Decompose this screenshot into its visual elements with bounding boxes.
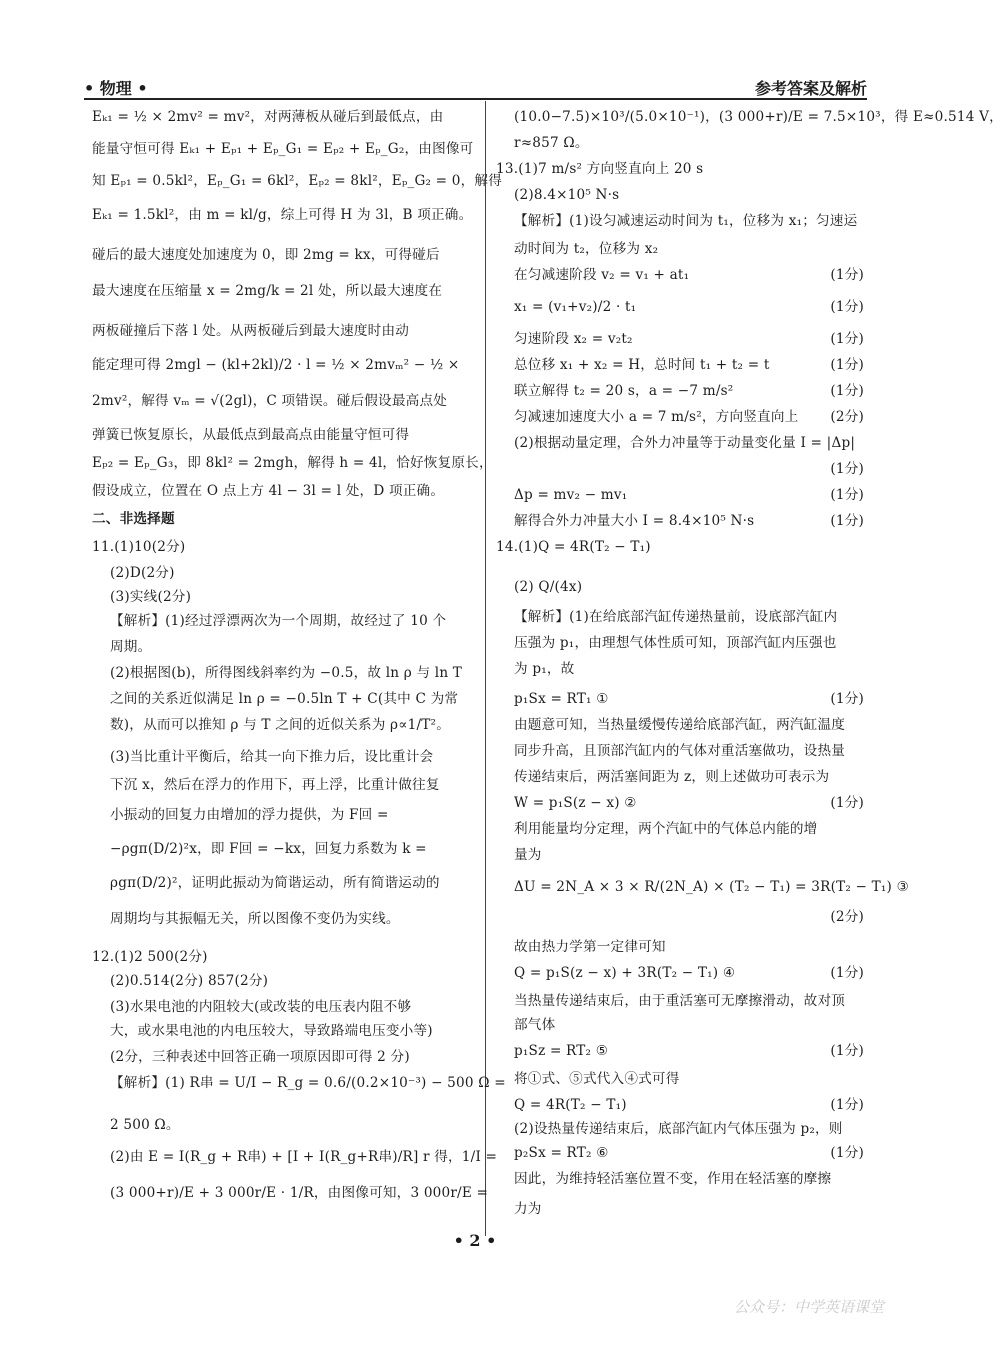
line-text: (2)根据图(b)，所得图线斜率约为 −0.5，故 ln ρ 与 ln T: [110, 665, 463, 681]
left-text-line: [92, 480, 470, 502]
line-text: Eₚ₂ = Eₚ_G₃，即 8kl² = 2mgh，解得 h = 4l，恰好恢复原长，: [92, 455, 493, 471]
left-text-line: [92, 636, 470, 658]
left-text-line: [92, 774, 470, 796]
page-number: • 2 •: [453, 1231, 497, 1250]
left-text-line: [92, 508, 470, 530]
left-text-line: [92, 908, 470, 930]
score-label: (1分): [830, 691, 864, 707]
line-text: p₂Sx = RT₂ ⑥: [514, 1145, 609, 1161]
line-text: W = p₁S(z − x) ②: [514, 795, 637, 811]
line-text: (2)8.4×10⁵ N·s: [514, 187, 620, 203]
score-label: (1分): [830, 461, 864, 477]
line-text: (3)实线(2分): [110, 589, 192, 605]
left-text-line: [92, 662, 470, 684]
line-text: (2)由 E = I(R_g + R串) + [I + I(R_g+R串)/R] r 得，1/I =: [110, 1149, 498, 1165]
score-label: (2分): [830, 909, 864, 925]
score-label: (2分): [830, 409, 864, 425]
score-label: (1分): [830, 331, 864, 347]
right-text-line: [496, 876, 909, 898]
right-text-line: [496, 658, 868, 680]
score-label: (1分): [830, 795, 864, 811]
line-text: 二、非选择题: [92, 511, 175, 527]
line-text: (10.0−7.5)×10³/(5.0×10⁻¹)，(3 000+r)/E = 7.5×10³，得 E≈0.514 V，: [514, 109, 1003, 125]
right-text-line: [496, 906, 868, 928]
line-text: Q = 4R(T₂ − T₁): [514, 1097, 627, 1113]
right-text-line: [496, 714, 868, 736]
column-divider: [485, 101, 486, 1236]
line-text: 为 p₁，故: [514, 661, 575, 677]
right-text-line: [496, 296, 868, 318]
left-text-line: [92, 746, 470, 768]
line-text: 利用能量均分定理，两个汽缸中的气体总内能的增: [514, 821, 818, 837]
answer-key-title: 参考答案及解析: [754, 79, 867, 98]
left-text-line: [92, 610, 470, 632]
left-text-line: [92, 106, 470, 128]
line-text: 力为: [514, 1201, 542, 1217]
left-text-line: [92, 1114, 470, 1136]
line-text: 11.(1)10(2分): [92, 539, 186, 555]
left-text-line: [92, 1182, 489, 1204]
left-text-line: [92, 970, 470, 992]
right-text-line: [496, 210, 868, 232]
left-text-line: [92, 244, 470, 266]
line-text: ΔU = 2N_A × 3 × R/(2N_A) × (T₂ − T₁) = 3R(T₂ − T₁) ③: [514, 879, 909, 895]
line-text: (2)根据动量定理，合外力冲量等于动量变化量 I = |Δp|: [514, 435, 856, 451]
line-text: 小振动的回复力由增加的浮力提供，为 F回 =: [110, 807, 389, 823]
line-text: Q = p₁S(z − x) + 3R(T₂ − T₁) ④: [514, 965, 736, 981]
right-text-line: [496, 264, 868, 286]
score-label: (1分): [830, 1043, 864, 1059]
page-header: [84, 74, 867, 98]
right-text-line: [496, 536, 868, 558]
line-text: 弹簧已恢复原长，从最低点到最高点由能量守恒可得: [92, 427, 410, 443]
left-text-line: [92, 452, 493, 474]
right-text-line: [496, 1142, 868, 1164]
right-text-line: [496, 432, 868, 454]
right-text-line: [496, 766, 868, 788]
left-text-line: [92, 586, 470, 608]
line-text: 部气体: [514, 1017, 556, 1033]
line-text: (2)0.514(2分) 857(2分): [110, 973, 269, 989]
left-text-line: [92, 688, 470, 710]
line-text: 【解析】(1)在给底部汽缸传递热量前，设底部汽缸内: [514, 609, 838, 625]
right-text-line: [496, 328, 868, 350]
score-label: (1分): [830, 383, 864, 399]
line-text: Eₖ₁ = ½ × 2mv² = mv²，对两薄板从碰后到最低点，由: [92, 109, 444, 125]
score-label: (1分): [830, 1145, 864, 1161]
line-text: 解得合外力冲量大小 I = 8.4×10⁵ N·s: [514, 513, 755, 529]
score-label: (1分): [830, 267, 864, 283]
left-text-line: [92, 280, 470, 302]
line-text: 知 Eₚ₁ = 0.5kl²，Eₚ_G₁ = 6kl²，Eₚ₂ = 8kl²，Eₚ_G₂ = 0，解得: [92, 173, 503, 189]
right-text-line: [496, 158, 868, 180]
line-text: 数)，从而可以推知 ρ 与 T 之间的近似关系为 ρ∝1/T²。: [110, 717, 450, 733]
subject-label: • 物理 •: [84, 79, 148, 98]
line-text: 联立解得 t₂ = 20 s，a = −7 m/s²: [514, 383, 734, 399]
right-text-line: [496, 818, 868, 840]
line-text: 最大速度在压缩量 x = 2mg/k = 2l 处，所以最大速度在: [92, 283, 443, 299]
right-text-line: [496, 576, 868, 598]
line-text: r≈857 Ω。: [514, 135, 589, 151]
left-text-line: [92, 1020, 470, 1042]
right-text-line: [496, 962, 868, 984]
right-text-line: [496, 106, 1003, 128]
line-text: (2) Q/(4x): [514, 579, 583, 595]
line-text: 故由热力学第一定律可知: [514, 939, 666, 955]
line-text: p₁Sx = RT₁ ①: [514, 691, 609, 707]
line-text: 能定理可得 2mgl − (kl+2kl)/2 · l = ½ × 2mvₘ² − ½ ×: [92, 357, 460, 373]
left-text-line: [92, 1046, 470, 1068]
right-text-line: [496, 1094, 868, 1116]
line-text: 2 500 Ω。: [110, 1117, 180, 1133]
left-text-line: [92, 872, 470, 894]
line-text: p₁Sz = RT₂ ⑤: [514, 1043, 609, 1059]
line-text: (3)当比重计平衡后，给其一向下推力后，设比重计会: [110, 749, 434, 765]
left-text-line: [92, 424, 470, 446]
line-text: 匀速阶段 x₂ = v₂t₂: [514, 331, 633, 347]
left-text-line: [92, 996, 470, 1018]
line-text: 当热量传递结束后，由于重活塞可无摩擦滑动，故对顶: [514, 993, 846, 1009]
right-text-line: [496, 632, 868, 654]
right-text-line: [496, 238, 868, 260]
line-text: x₁ = (v₁+v₂)/2 · t₁: [514, 299, 637, 315]
right-text-line: [496, 606, 868, 628]
line-text: 因此，为维持轻活塞位置不变，作用在轻活塞的摩擦: [514, 1171, 832, 1187]
right-text-line: [496, 406, 868, 428]
line-text: 周期。: [110, 639, 152, 655]
header-rule: [84, 98, 867, 100]
left-text-line: [92, 170, 503, 192]
line-text: 匀减速加速度大小 a = 7 m/s²，方向竖直向上: [514, 409, 799, 425]
line-text: 动时间为 t₂，位移为 x₂: [514, 241, 659, 257]
left-text-line: [92, 1072, 506, 1094]
right-text-line: [496, 740, 868, 762]
score-label: (1分): [830, 299, 864, 315]
line-text: 两板碰撞后下落 l 处。从两板碰后到最大速度时由动: [92, 323, 410, 339]
right-text-line: [496, 1118, 868, 1140]
line-text: 周期均与其振幅无关，所以图像不变仍为实线。: [110, 911, 400, 927]
line-text: 【解析】(1) R串 = U/I − R_g = 0.6/(0.2×10⁻³) − 500 Ω =: [110, 1075, 506, 1091]
line-text: (3)水果电池的内阻较大(或改装的电压表内阻不够: [110, 999, 412, 1015]
right-text-line: [496, 380, 868, 402]
line-text: 总位移 x₁ + x₂ = H，总时间 t₁ + t₂ = t: [514, 357, 770, 373]
left-text-line: [92, 536, 470, 558]
left-text-line: [92, 390, 470, 412]
score-label: (1分): [830, 965, 864, 981]
right-text-line: [496, 844, 868, 866]
line-text: (2)设热量传递结束后，底部汽缸内气体压强为 p₂，则: [514, 1121, 843, 1137]
line-text: (2分，三种表述中回答正确一项原因即可得 2 分): [110, 1049, 410, 1065]
score-label: (1分): [830, 1097, 864, 1113]
line-text: 13.(1)7 m/s² 方向竖直向上 20 s: [496, 161, 704, 177]
left-text-line: [92, 714, 470, 736]
right-text-line: [496, 1168, 868, 1190]
right-text-line: [496, 936, 868, 958]
left-text-line: [92, 562, 470, 584]
left-text-line: [92, 1146, 498, 1168]
watermark: 公众号：中学英语课堂: [733, 1298, 884, 1316]
right-text-line: [496, 1040, 868, 1062]
left-text-line: [92, 138, 474, 160]
right-text-line: [496, 484, 868, 506]
line-text: ρgπ(D/2)²，证明此振动为简谐运动，所有简谐运动的: [110, 875, 440, 891]
line-text: 12.(1)2 500(2分): [92, 949, 208, 965]
line-text: (2)D(2分): [110, 565, 175, 581]
line-text: Δp = mv₂ − mv₁: [514, 487, 628, 503]
right-text-line: [496, 510, 868, 532]
line-text: 量为: [514, 847, 542, 863]
right-text-line: [496, 184, 868, 206]
line-text: 14.(1)Q = 4R(T₂ − T₁): [496, 539, 651, 555]
line-text: 【解析】(1)设匀减速运动时间为 t₁，位移为 x₁；匀速运: [514, 213, 858, 229]
left-text-line: [92, 946, 470, 968]
line-text: Eₖ₁ = 1.5kl²，由 m = kl/g，综上可得 H 为 3l，B 项正确。: [92, 207, 473, 223]
right-text-line: [496, 1014, 868, 1036]
line-text: 假设成立，位置在 O 点上方 4l − 3l = l 处，D 项正确。: [92, 483, 445, 499]
right-text-line: [496, 990, 868, 1012]
line-text: 压强为 p₁，由理想气体性质可知，顶部汽缸内压强也: [514, 635, 837, 651]
score-label: (1分): [830, 487, 864, 503]
left-text-line: [92, 838, 470, 860]
line-text: 2mv²，解得 vₘ = √(2gl)，C 项错误。碰后假设最高点处: [92, 393, 448, 409]
line-text: 碰后的最大速度处加速度为 0，即 2mg = kx，可得碰后: [92, 247, 440, 263]
line-text: 之间的关系近似满足 ln ρ = −0.5ln T + C(其中 C 为常: [110, 691, 459, 707]
line-text: 大，或水果电池的内电压较大，导致路端电压变小等): [110, 1023, 433, 1039]
line-text: 将①式、⑤式代入④式可得: [514, 1071, 680, 1087]
score-label: (1分): [830, 357, 864, 373]
line-text: 同步升高，且顶部汽缸内的气体对重活塞做功，设热量: [514, 743, 846, 759]
line-text: −ρgπ(D/2)²x，即 F回 = −kx，回复力系数为 k =: [110, 841, 427, 857]
score-label: (1分): [830, 513, 864, 529]
right-text-line: [496, 1068, 868, 1090]
right-text-line: [496, 688, 868, 710]
line-text: (3 000+r)/E + 3 000r/E · 1/R，由图像可知，3 000r/E =: [110, 1185, 489, 1201]
line-text: 能量守恒可得 Eₖ₁ + Eₚ₁ + Eₚ_G₁ = Eₚ₂ + Eₚ_G₂，由图像可: [92, 141, 474, 157]
line-text: 传递结束后，两活塞间距为 z，则上述做功可表示为: [514, 769, 830, 785]
line-text: 在匀减速阶段 v₂ = v₁ + at₁: [514, 267, 690, 283]
right-text-line: [496, 792, 868, 814]
left-text-line: [92, 204, 473, 226]
right-text-line: [496, 354, 868, 376]
line-text: 下沉 x，然后在浮力的作用下，再上浮，比重计做往复: [110, 777, 440, 793]
right-text-line: [496, 132, 868, 154]
left-text-line: [92, 354, 470, 376]
right-text-line: [496, 458, 868, 480]
right-text-line: [496, 1198, 868, 1220]
left-text-line: [92, 804, 470, 826]
left-text-line: [92, 320, 470, 342]
line-text: 由题意可知，当热量缓慢传递给底部汽缸，两汽缸温度: [514, 717, 846, 733]
line-text: 【解析】(1)经过浮漂两次为一个周期，故经过了 10 个: [110, 613, 447, 629]
